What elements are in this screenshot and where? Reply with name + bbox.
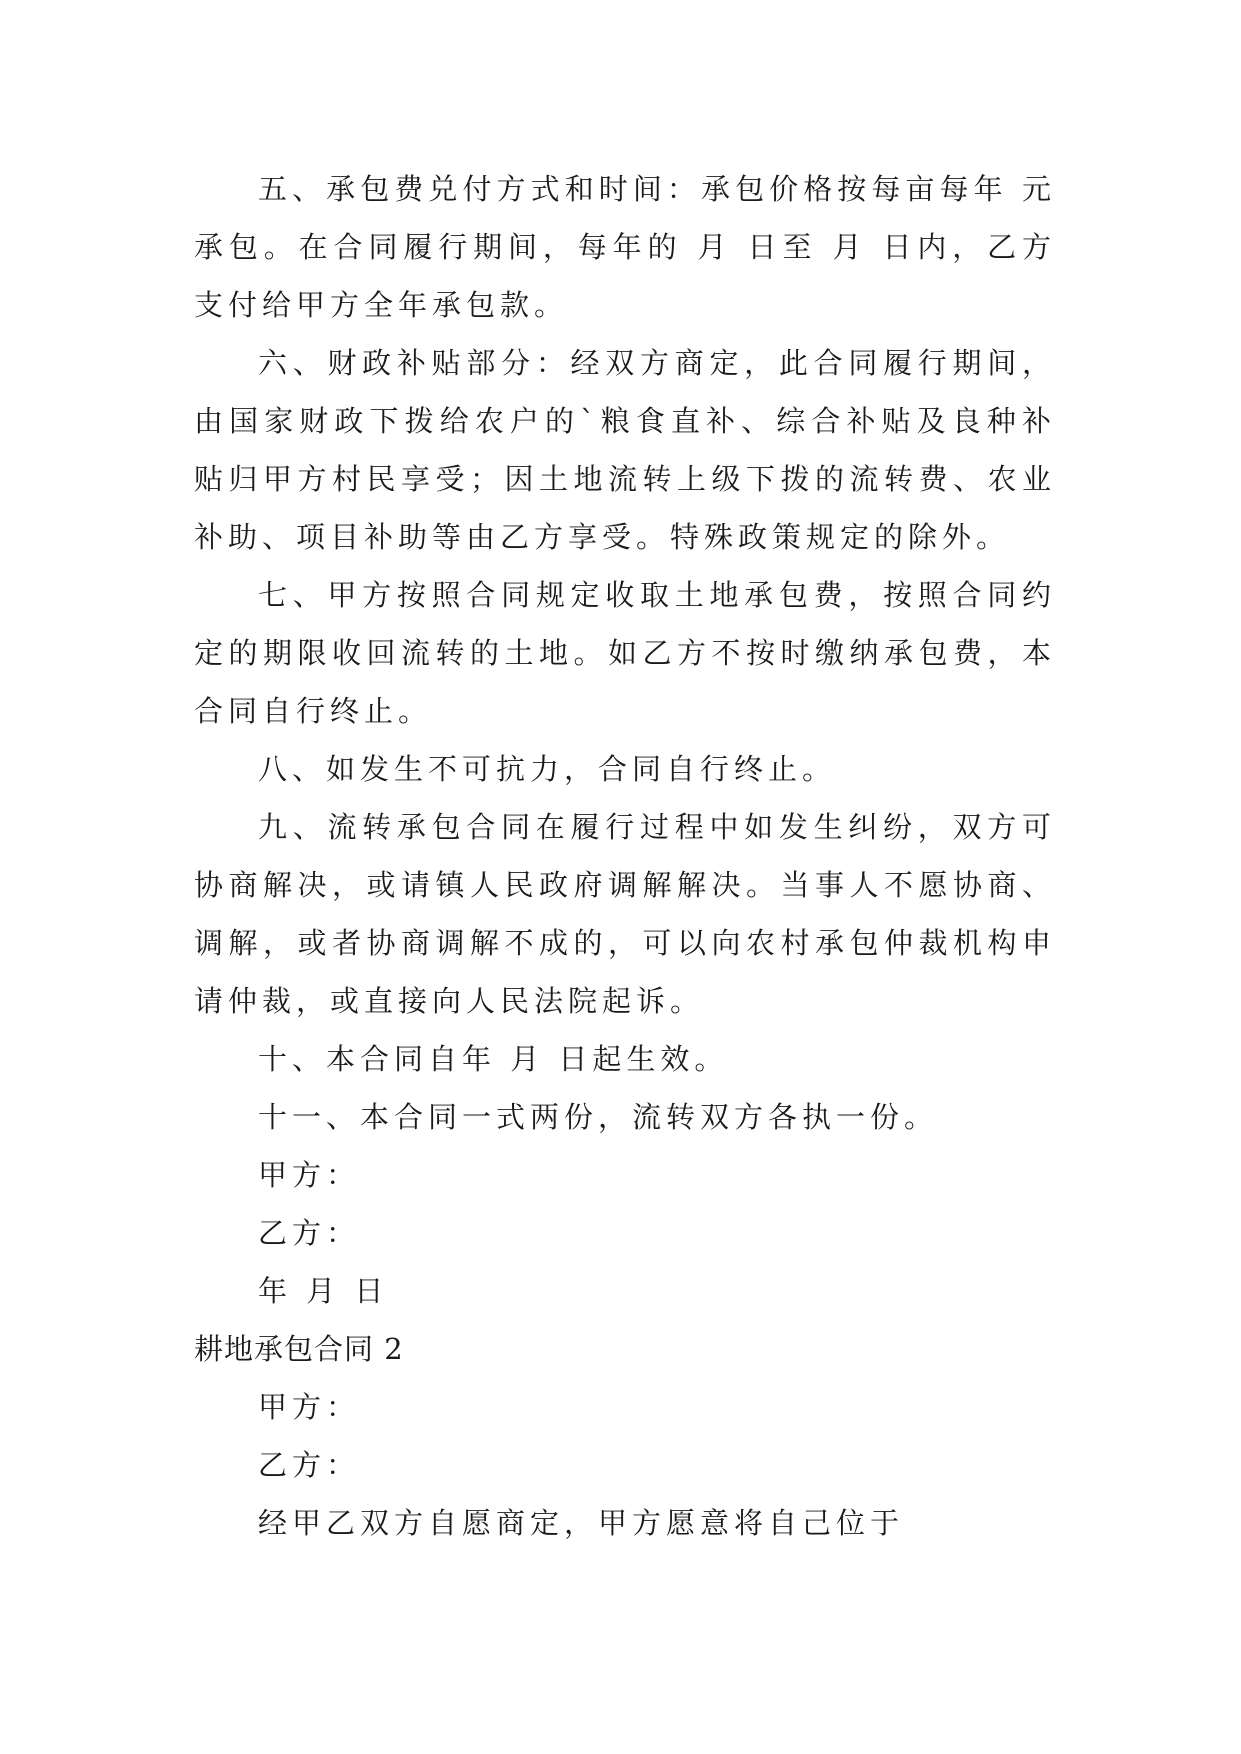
section2-intro: 经甲乙双方自愿商定，甲方愿意将自己位于 [258,1506,905,1540]
section2-party-b: 乙方： [258,1448,361,1482]
signature-party-b: 乙方： [258,1216,361,1250]
clause-force-majeure: 八、如发生不可抗力，合同自行终止。 [258,752,837,786]
clause-subsidy: 六、财政补贴部分：经双方商定，此合同履行期间，由国家财政下拨给农户的`粮食直补、综合补贴及良种补贴归甲方村民享受；因土地流转上级下拨的流转费、农业补助、项目补助等由乙方享受。特殊政策规定的除外。 [194,346,1056,554]
document-body [194,160,1056,1552]
clause-dispute: 九、流转承包合同在履行过程中如发生纠纷，双方可协商解决，或请镇人民政府调解解决。当事人不愿协商、调解，或者协商调解不成的，可以向农村承包仲裁机构申请仲裁，或直接向人民法院起诉。 [194,810,1056,1018]
section-title: 耕地承包合同 2 [194,1332,404,1366]
clause-copies: 十一、本合同一式两份，流转双方各执一份。 [258,1100,939,1134]
signature-date: 年 月 日 [258,1274,389,1308]
clause-fee-collection: 七、甲方按照合同规定收取土地承包费，按照合同约定的期限收回流转的土地。如乙方不按时缴纳承包费，本合同自行终止。 [194,578,1056,728]
signature-party-a: 甲方： [258,1158,361,1192]
clause-effective-date: 十、本合同自年 月 日起生效。 [258,1042,729,1076]
section2-party-a: 甲方： [258,1390,361,1424]
clause-payment: 五、承包费兑付方式和时间：承包价格按每亩每年 元承包。在合同履行期间，每年的 月 日至 月 日内，乙方支付给甲方全年承包款。 [194,172,1056,322]
